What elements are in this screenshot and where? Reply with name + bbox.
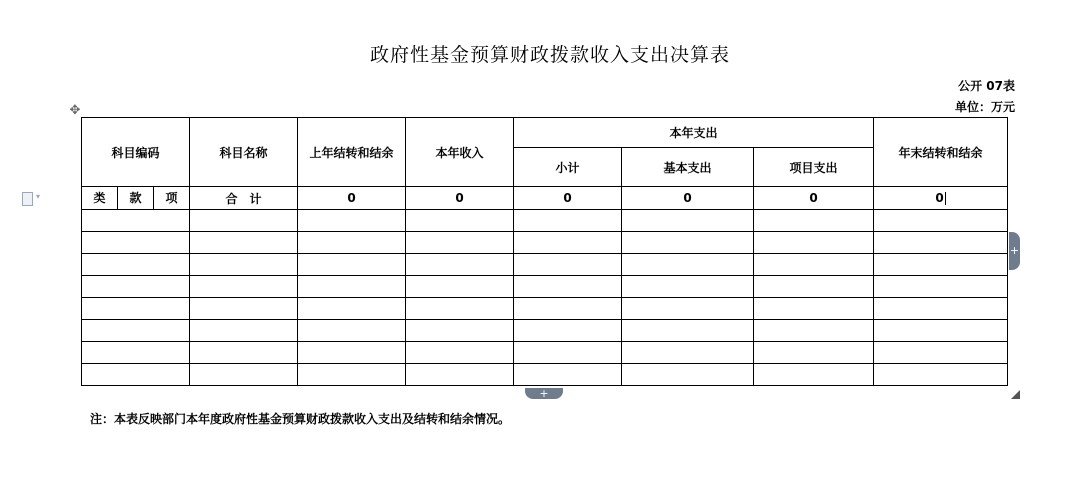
header-project[interactable]: 项目支出 (754, 148, 874, 187)
total-row (82, 187, 1008, 210)
header-name[interactable]: 科目名称 (190, 118, 298, 187)
table-cell[interactable] (82, 254, 190, 276)
table-row (82, 210, 1008, 232)
table-row (82, 232, 1008, 254)
table-row (82, 254, 1008, 276)
table-cell[interactable] (82, 276, 190, 298)
table-cell[interactable] (754, 298, 874, 320)
table-cell[interactable] (298, 298, 406, 320)
code-kuan[interactable]: 款 (118, 187, 154, 209)
table-cell[interactable] (622, 364, 754, 386)
table-cell[interactable] (298, 254, 406, 276)
table-cell[interactable] (754, 364, 874, 386)
total-subtotal[interactable]: 0 (514, 187, 622, 210)
table-cell[interactable] (298, 364, 406, 386)
table-cell[interactable] (298, 342, 406, 364)
table-cell[interactable] (190, 232, 298, 254)
table-cell[interactable] (190, 364, 298, 386)
unit-label: 单位：万元 (954, 100, 1015, 114)
table-cell[interactable] (406, 276, 514, 298)
table-cell[interactable] (514, 276, 622, 298)
header-expend[interactable]: 本年支出 (514, 118, 874, 148)
table-cell[interactable] (514, 298, 622, 320)
table-cell[interactable] (82, 342, 190, 364)
total-income[interactable]: 0 (406, 187, 514, 210)
table-cell[interactable] (82, 298, 190, 320)
table-cell[interactable] (514, 342, 622, 364)
code-xiang[interactable]: 项 (165, 191, 178, 205)
header-income[interactable]: 本年收入 (406, 118, 514, 187)
total-end-balance: 0 (935, 191, 944, 205)
table-cell[interactable] (406, 232, 514, 254)
add-row-button[interactable] (525, 388, 563, 399)
table-cell[interactable] (298, 276, 406, 298)
table-cell[interactable] (754, 210, 874, 232)
table-title: 政府性基金预算财政拨款收入支出决算表 (369, 44, 730, 66)
table-cell[interactable] (754, 254, 874, 276)
table-cell[interactable] (298, 320, 406, 342)
total-basic[interactable]: 0 (622, 187, 754, 210)
table-cell[interactable] (514, 210, 622, 232)
table-cell[interactable] (622, 210, 754, 232)
table-cell[interactable] (514, 232, 622, 254)
table-cell[interactable] (190, 298, 298, 320)
table-cell[interactable] (874, 210, 1008, 232)
table-cell[interactable] (874, 232, 1008, 254)
table-cell[interactable] (622, 276, 754, 298)
table-cell[interactable] (406, 320, 514, 342)
resize-icon[interactable] (1010, 389, 1020, 399)
table-cell[interactable] (874, 342, 1008, 364)
code-subcells[interactable] (82, 187, 190, 210)
table-cell[interactable] (874, 364, 1008, 386)
table-cell[interactable] (622, 298, 754, 320)
table-cell[interactable] (406, 364, 514, 386)
table-cell[interactable] (874, 320, 1008, 342)
table-cell[interactable] (622, 254, 754, 276)
plus-icon: + (1009, 244, 1020, 257)
table-cell[interactable] (82, 364, 190, 386)
table-cell[interactable] (754, 342, 874, 364)
document-icon[interactable]: ▾ (22, 192, 46, 206)
total-project[interactable]: 0 (754, 187, 874, 210)
table-cell[interactable] (190, 342, 298, 364)
total-end-balance-cell[interactable] (874, 187, 1008, 210)
table-cell[interactable] (754, 232, 874, 254)
table-cell[interactable] (622, 320, 754, 342)
public-code: 公开 07表 (958, 79, 1015, 93)
table-cell[interactable] (754, 276, 874, 298)
table-cell[interactable] (874, 276, 1008, 298)
table-cell[interactable] (190, 254, 298, 276)
text-cursor (945, 192, 946, 205)
header-code[interactable]: 科目编码 (82, 118, 190, 187)
header-subtotal[interactable]: 小计 (514, 148, 622, 187)
table-cell[interactable] (622, 232, 754, 254)
table-row (82, 298, 1008, 320)
total-prev-balance[interactable]: 0 (298, 187, 406, 210)
table-cell[interactable] (406, 210, 514, 232)
header-end-balance[interactable]: 年末结转和结余 (874, 118, 1008, 187)
table-cell[interactable] (82, 320, 190, 342)
table-cell[interactable] (190, 320, 298, 342)
table-cell[interactable] (406, 342, 514, 364)
table-cell[interactable] (82, 232, 190, 254)
budget-table (81, 117, 1008, 386)
table-cell[interactable] (298, 210, 406, 232)
table-cell[interactable] (622, 342, 754, 364)
header-basic[interactable]: 基本支出 (622, 148, 754, 187)
table-note: 注：本表反映部门本年度政府性基金预算财政拨款收入支出及结转和结余情况。 (90, 412, 511, 426)
move-icon[interactable]: ✥ (69, 103, 81, 118)
code-lei[interactable]: 类 (82, 187, 118, 209)
table-cell[interactable] (514, 320, 622, 342)
table-row (82, 364, 1008, 386)
table-row (82, 320, 1008, 342)
table-cell[interactable] (874, 298, 1008, 320)
table-cell[interactable] (190, 276, 298, 298)
table-row (82, 342, 1008, 364)
header-prev-balance[interactable]: 上年结转和结余 (298, 118, 406, 187)
table-row (82, 276, 1008, 298)
table-cell[interactable] (298, 232, 406, 254)
table-cell[interactable] (874, 254, 1008, 276)
table-cell[interactable] (754, 320, 874, 342)
table-cell[interactable] (406, 298, 514, 320)
add-column-button[interactable] (1009, 232, 1020, 270)
table-cell[interactable] (514, 254, 622, 276)
table-cell[interactable] (82, 210, 190, 232)
total-label[interactable]: 合 计 (190, 187, 298, 210)
table-cell[interactable] (190, 210, 298, 232)
table-cell[interactable] (514, 364, 622, 386)
plus-icon: + (539, 387, 549, 400)
table-cell[interactable] (406, 254, 514, 276)
